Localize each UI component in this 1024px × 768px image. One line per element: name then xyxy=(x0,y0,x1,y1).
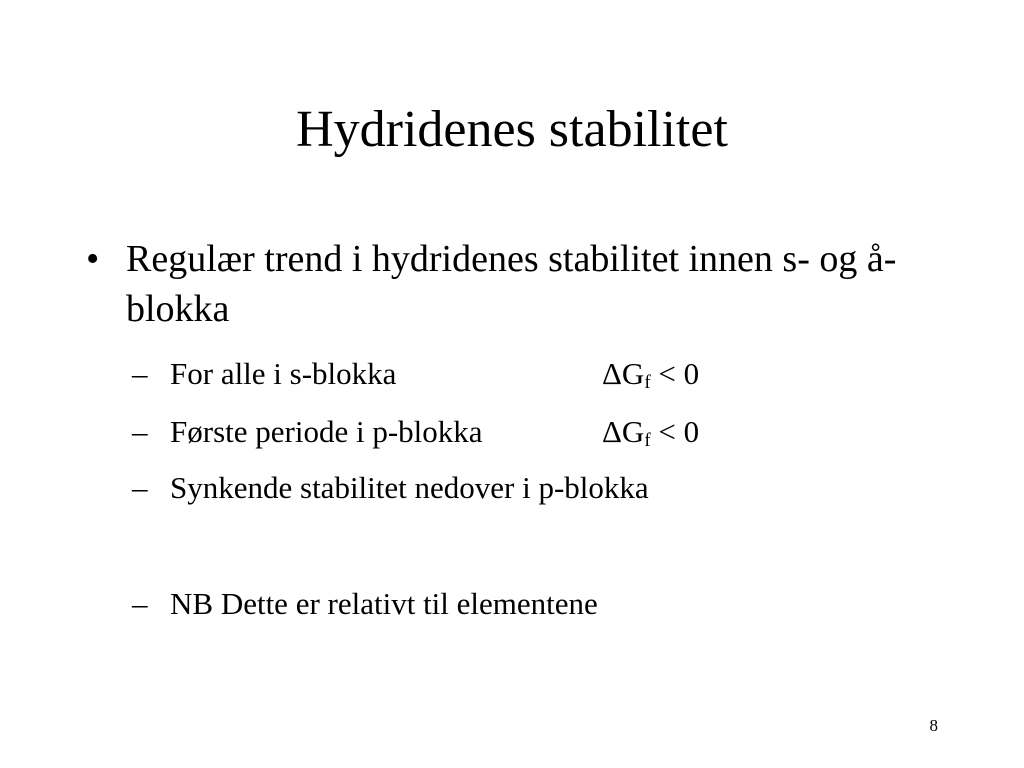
sub-item-decreasing xyxy=(132,468,649,508)
dash-marker: – xyxy=(132,356,148,391)
sub-item-note xyxy=(132,584,598,624)
sub-item-text: Synkende stabilitet nedover i p-blokka xyxy=(170,470,649,505)
bullet-item xyxy=(86,234,946,334)
sub-item-s-block xyxy=(132,354,699,394)
sub-item-text: NB Dette er relativt til elementene xyxy=(170,586,598,621)
formula-relation: < 0 xyxy=(658,414,700,449)
gibbs-formula xyxy=(602,356,699,391)
bullet-marker: • xyxy=(86,238,100,280)
formula-subscript: f xyxy=(644,430,651,451)
formula-symbol: ΔG xyxy=(602,356,645,391)
sub-item-first-period xyxy=(132,412,699,452)
sub-item-text: For alle i s-blokka xyxy=(170,356,397,391)
gibbs-formula xyxy=(602,414,699,449)
slide-title: Hydridenes stabilitet xyxy=(296,101,728,158)
dash-marker: – xyxy=(132,414,148,449)
formula-subscript: f xyxy=(644,372,651,393)
bullet-text: Regulær trend i hydridenes stabilitet innen s- og å-blokka xyxy=(126,238,897,330)
formula-relation: < 0 xyxy=(658,356,700,391)
formula-symbol: ΔG xyxy=(602,414,645,449)
sub-item-text: Første periode i p-blokka xyxy=(170,414,483,449)
page-number: 8 xyxy=(929,716,938,735)
dash-marker: – xyxy=(132,586,148,621)
dash-marker: – xyxy=(132,470,148,505)
